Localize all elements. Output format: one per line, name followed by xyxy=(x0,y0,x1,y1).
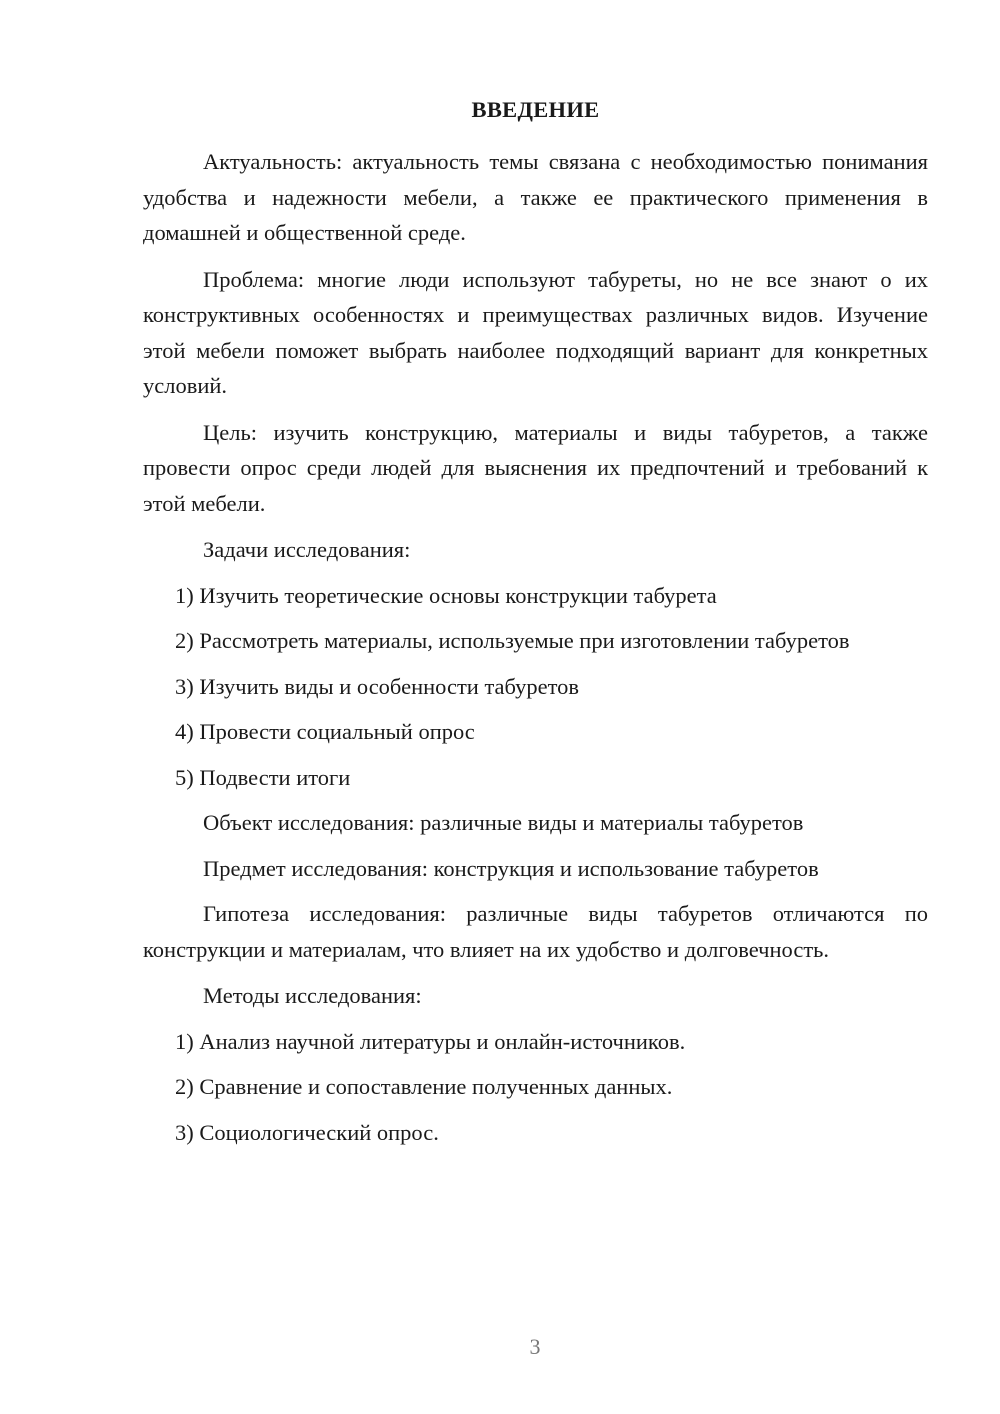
paragraph-relevance: Актуальность: актуальность темы связана с необходимостью понимания удобства и надежности мебели, а также ее практического применения в домашней и общественной среде. xyxy=(143,149,928,245)
methods-title: Методы исследования: xyxy=(203,983,422,1008)
list-item: 1) Анализ научной литературы и онлайн-источников. xyxy=(175,1028,686,1054)
paragraph-hypothesis: Гипотеза исследования: различные виды табуретов отличаются по конструкции и материалам, что влияет на их удобство и долговечность. xyxy=(143,901,928,962)
paragraph-subject: Предмет исследования: конструкция и использование табуретов xyxy=(203,855,819,881)
list-item: 2) Сравнение и сопоставление полученных данных. xyxy=(175,1074,673,1099)
page-number: 3 xyxy=(529,1334,541,1359)
list-item: 3) Изучить виды и особенности табуретов xyxy=(175,673,580,699)
tasks-title: Задачи исследования: xyxy=(203,537,411,562)
section-heading: ВВЕДЕНИЕ xyxy=(471,97,600,122)
paragraph-object: Объект исследования: различные виды и материалы табуретов xyxy=(203,810,804,835)
methods-list xyxy=(143,1024,928,1151)
list-item: 5) Подвести итоги xyxy=(175,764,351,790)
paragraph-goal: Цель: изучить конструкцию, материалы и виды табуретов, а также провести опрос среди людей для выяснения их предпочтений и требований к этой мебели. xyxy=(143,419,928,516)
tasks-list xyxy=(143,578,928,796)
list-item: 4) Провести социальный опрос xyxy=(175,719,475,744)
list-item: 3) Социологический опрос. xyxy=(175,1119,439,1145)
list-item: 2) Рассмотреть материалы, используемые при изготовлении табуретов xyxy=(175,628,850,653)
list-item: 1) Изучить теоретические основы конструкции табурета xyxy=(175,582,717,608)
page-content xyxy=(143,92,928,1160)
paragraph-problem: Проблема: многие люди используют табуреты, но не все знают о их конструктивных особенностях и преимуществах различных видов. Изучение этой мебели поможет выбрать наиболее подходящий вариант для конкретных условий. xyxy=(143,266,928,398)
